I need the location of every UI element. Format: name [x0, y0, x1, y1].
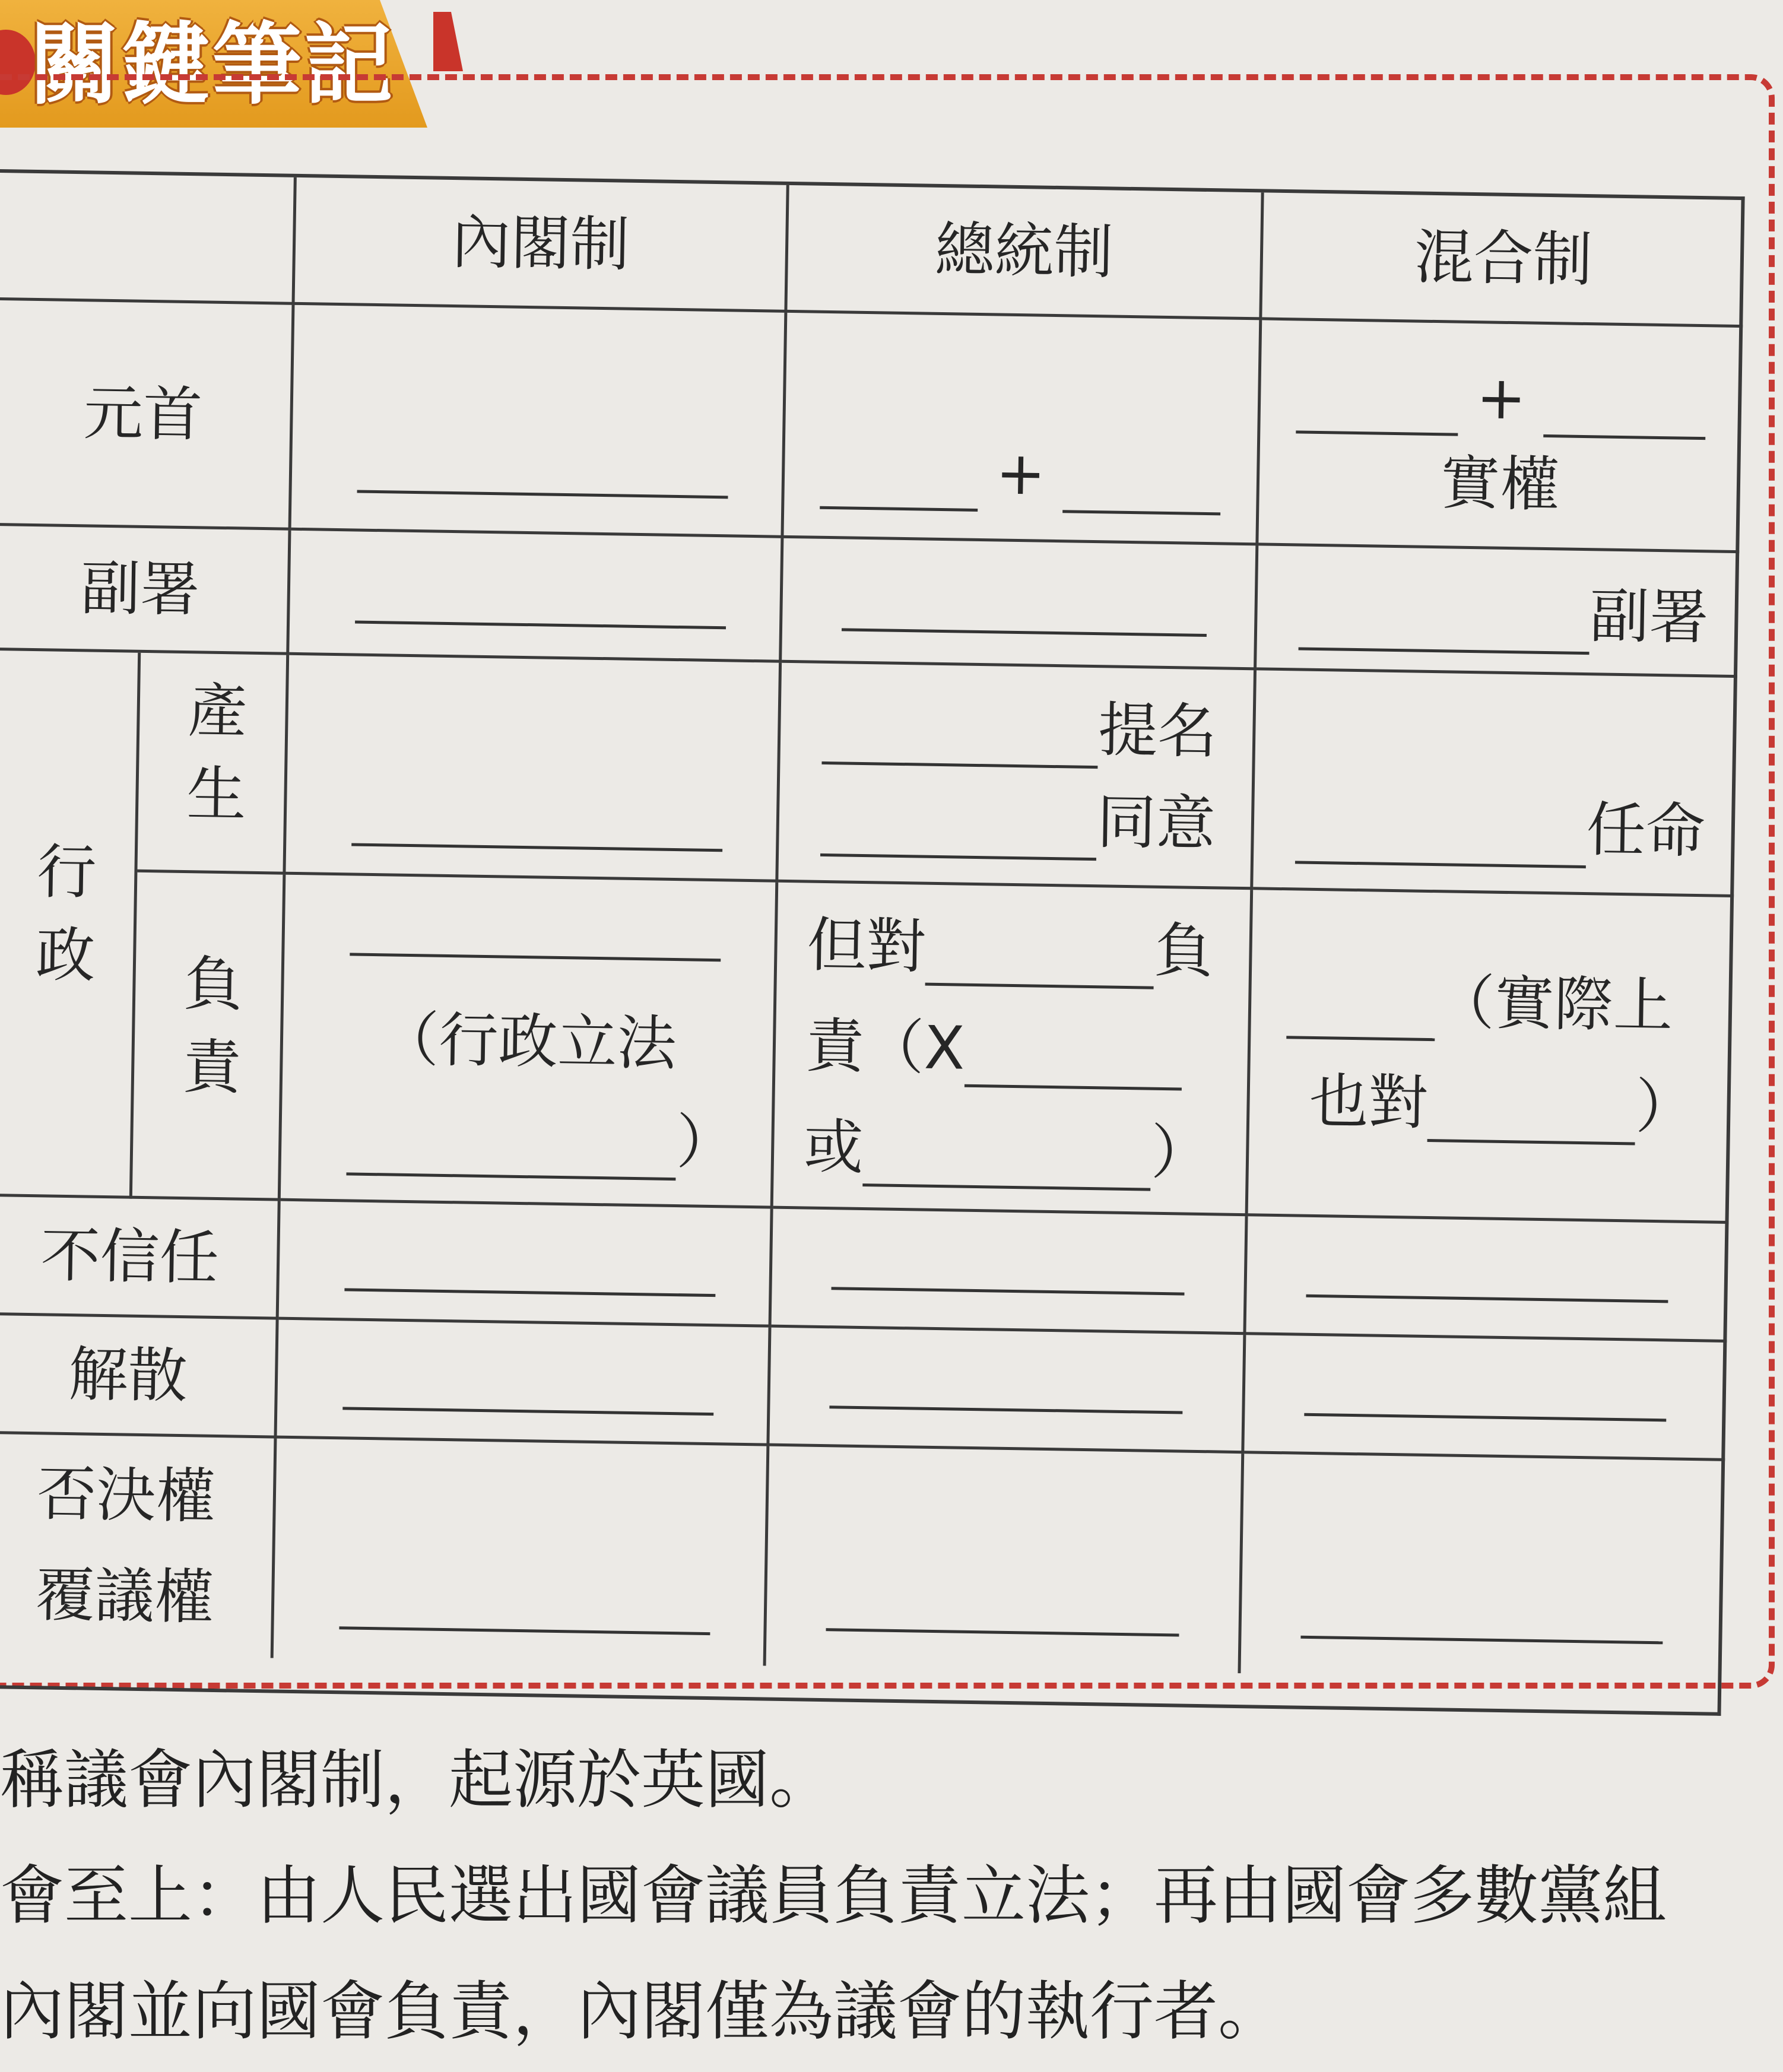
- produce-label: 產生: [176, 678, 248, 846]
- cell-veto-parliamentary[interactable]: [274, 1439, 770, 1666]
- consent-text: 同意: [1096, 787, 1216, 859]
- answer-blank[interactable]: [1427, 1080, 1636, 1145]
- veto-label: 否決權: [36, 1459, 216, 1531]
- semi-text: （實際上: [1435, 967, 1674, 1041]
- nominate-text: 提名: [1097, 695, 1218, 767]
- cell-hos-parliamentary[interactable]: [291, 305, 787, 538]
- body-paragraph: 稱議會內閣制，起源於英國。: [0, 1743, 834, 1817]
- cell-hos-presidential[interactable]: [783, 313, 1262, 546]
- cell-dis-presidential[interactable]: [769, 1328, 1246, 1454]
- cell-cs-presidential[interactable]: [782, 538, 1258, 671]
- answer-blank[interactable]: [344, 1288, 715, 1297]
- sublabel-produce: [137, 653, 289, 875]
- answer-blank[interactable]: [346, 1113, 677, 1181]
- answer-blank[interactable]: [842, 628, 1207, 637]
- plus-sign: +: [1476, 363, 1527, 433]
- col-header-parliamentary: 內閣制: [294, 177, 789, 313]
- pres-text: 但對: [806, 910, 927, 982]
- answer-blank[interactable]: [1063, 450, 1222, 515]
- answer-blank[interactable]: [820, 447, 978, 512]
- row-label-countersign: 副署: [0, 526, 291, 655]
- pres-text: 或: [803, 1112, 864, 1183]
- pres-text: 負: [1153, 915, 1214, 986]
- cell-dis-semi[interactable]: [1244, 1335, 1727, 1461]
- answer-blank[interactable]: [832, 1287, 1185, 1295]
- answer-blank[interactable]: [1286, 976, 1436, 1041]
- answer-blank[interactable]: [826, 1628, 1179, 1636]
- executive-label: 行政: [24, 839, 97, 1007]
- cell-dis-parliamentary[interactable]: [277, 1320, 771, 1446]
- cell-veto-presidential[interactable]: [766, 1446, 1245, 1674]
- cell-produce-parliamentary[interactable]: [285, 655, 782, 883]
- answer-blank[interactable]: [925, 924, 1155, 989]
- cell-nc-semi[interactable]: [1246, 1216, 1728, 1343]
- sublabel-responsible: [132, 872, 286, 1201]
- section-title: 關鍵筆記: [30, 14, 396, 117]
- cell-produce-semi[interactable]: [1253, 670, 1737, 897]
- body-paragraph: 內閣並向國會負責，內閣僅為議會的執行者。: [0, 1975, 1283, 2049]
- answer-blank[interactable]: [342, 1407, 713, 1416]
- cell-nc-presidential[interactable]: [772, 1209, 1248, 1335]
- semi-text: ）: [1635, 1071, 1696, 1143]
- answer-blank[interactable]: [829, 1405, 1182, 1414]
- pres-text: 責（X: [805, 1011, 966, 1083]
- answer-blank[interactable]: [821, 702, 1099, 769]
- answer-blank[interactable]: [1295, 801, 1587, 868]
- close-paren: ）: [675, 1107, 737, 1178]
- row-label-dissolution: 解散: [0, 1315, 279, 1439]
- answer-blank[interactable]: [964, 1025, 1182, 1091]
- answer-blank[interactable]: [350, 953, 721, 962]
- pres-text: ）: [1150, 1117, 1211, 1188]
- cell-resp-parliamentary[interactable]: [281, 875, 779, 1209]
- countersign-text: 副署: [1589, 581, 1709, 653]
- appoint-text: 任命: [1585, 795, 1706, 867]
- cell-cs-parliamentary[interactable]: [289, 531, 783, 663]
- cell-resp-presidential[interactable]: [773, 883, 1254, 1216]
- col-header-semi-presidential: 混合制: [1262, 192, 1744, 328]
- answer-blank[interactable]: [862, 1124, 1151, 1191]
- row-label-executive: [0, 651, 141, 1199]
- answer-blank[interactable]: [339, 1626, 710, 1635]
- row-label-head-of-state: 元首: [0, 300, 294, 531]
- cell-produce-presidential[interactable]: [778, 663, 1257, 890]
- cell-resp-semi[interactable]: [1248, 890, 1734, 1224]
- answer-blank[interactable]: [1300, 1636, 1663, 1645]
- cell-veto-semi[interactable]: [1241, 1454, 1725, 1681]
- cell-cs-semi[interactable]: [1257, 545, 1739, 678]
- cell-nc-parliamentary[interactable]: [279, 1201, 773, 1328]
- answer-blank[interactable]: [1304, 1413, 1666, 1422]
- header-notch-decoration: [433, 12, 463, 71]
- comparison-table: [0, 169, 1745, 1716]
- semi-text: 也對: [1308, 1066, 1429, 1138]
- responsible-label: 負責: [171, 951, 244, 1119]
- answer-blank[interactable]: [820, 794, 1097, 861]
- answer-blank[interactable]: [1543, 375, 1706, 440]
- answer-blank[interactable]: [1306, 1294, 1668, 1303]
- row-label-veto: [0, 1434, 277, 1658]
- answer-blank[interactable]: [351, 843, 722, 852]
- answer-blank[interactable]: [355, 620, 726, 629]
- cell-hos-semi[interactable]: [1258, 320, 1743, 553]
- answer-blank[interactable]: [1296, 371, 1459, 436]
- corner-cell: [0, 173, 297, 305]
- body-paragraph: 會至上：由人民選出國會議員負責立法；再由國會多數黨組: [0, 1859, 1667, 1933]
- answer-blank[interactable]: [357, 490, 728, 499]
- plus-sign: +: [995, 438, 1046, 509]
- parl-resp-text: （行政立法: [379, 1004, 677, 1079]
- answer-blank[interactable]: [1299, 588, 1591, 655]
- override-label: 覆議權: [34, 1560, 214, 1632]
- semi-hos-text: 實權: [1440, 448, 1560, 520]
- col-header-presidential: 總統制: [787, 185, 1264, 321]
- row-label-no-confidence: 不信任: [0, 1197, 281, 1320]
